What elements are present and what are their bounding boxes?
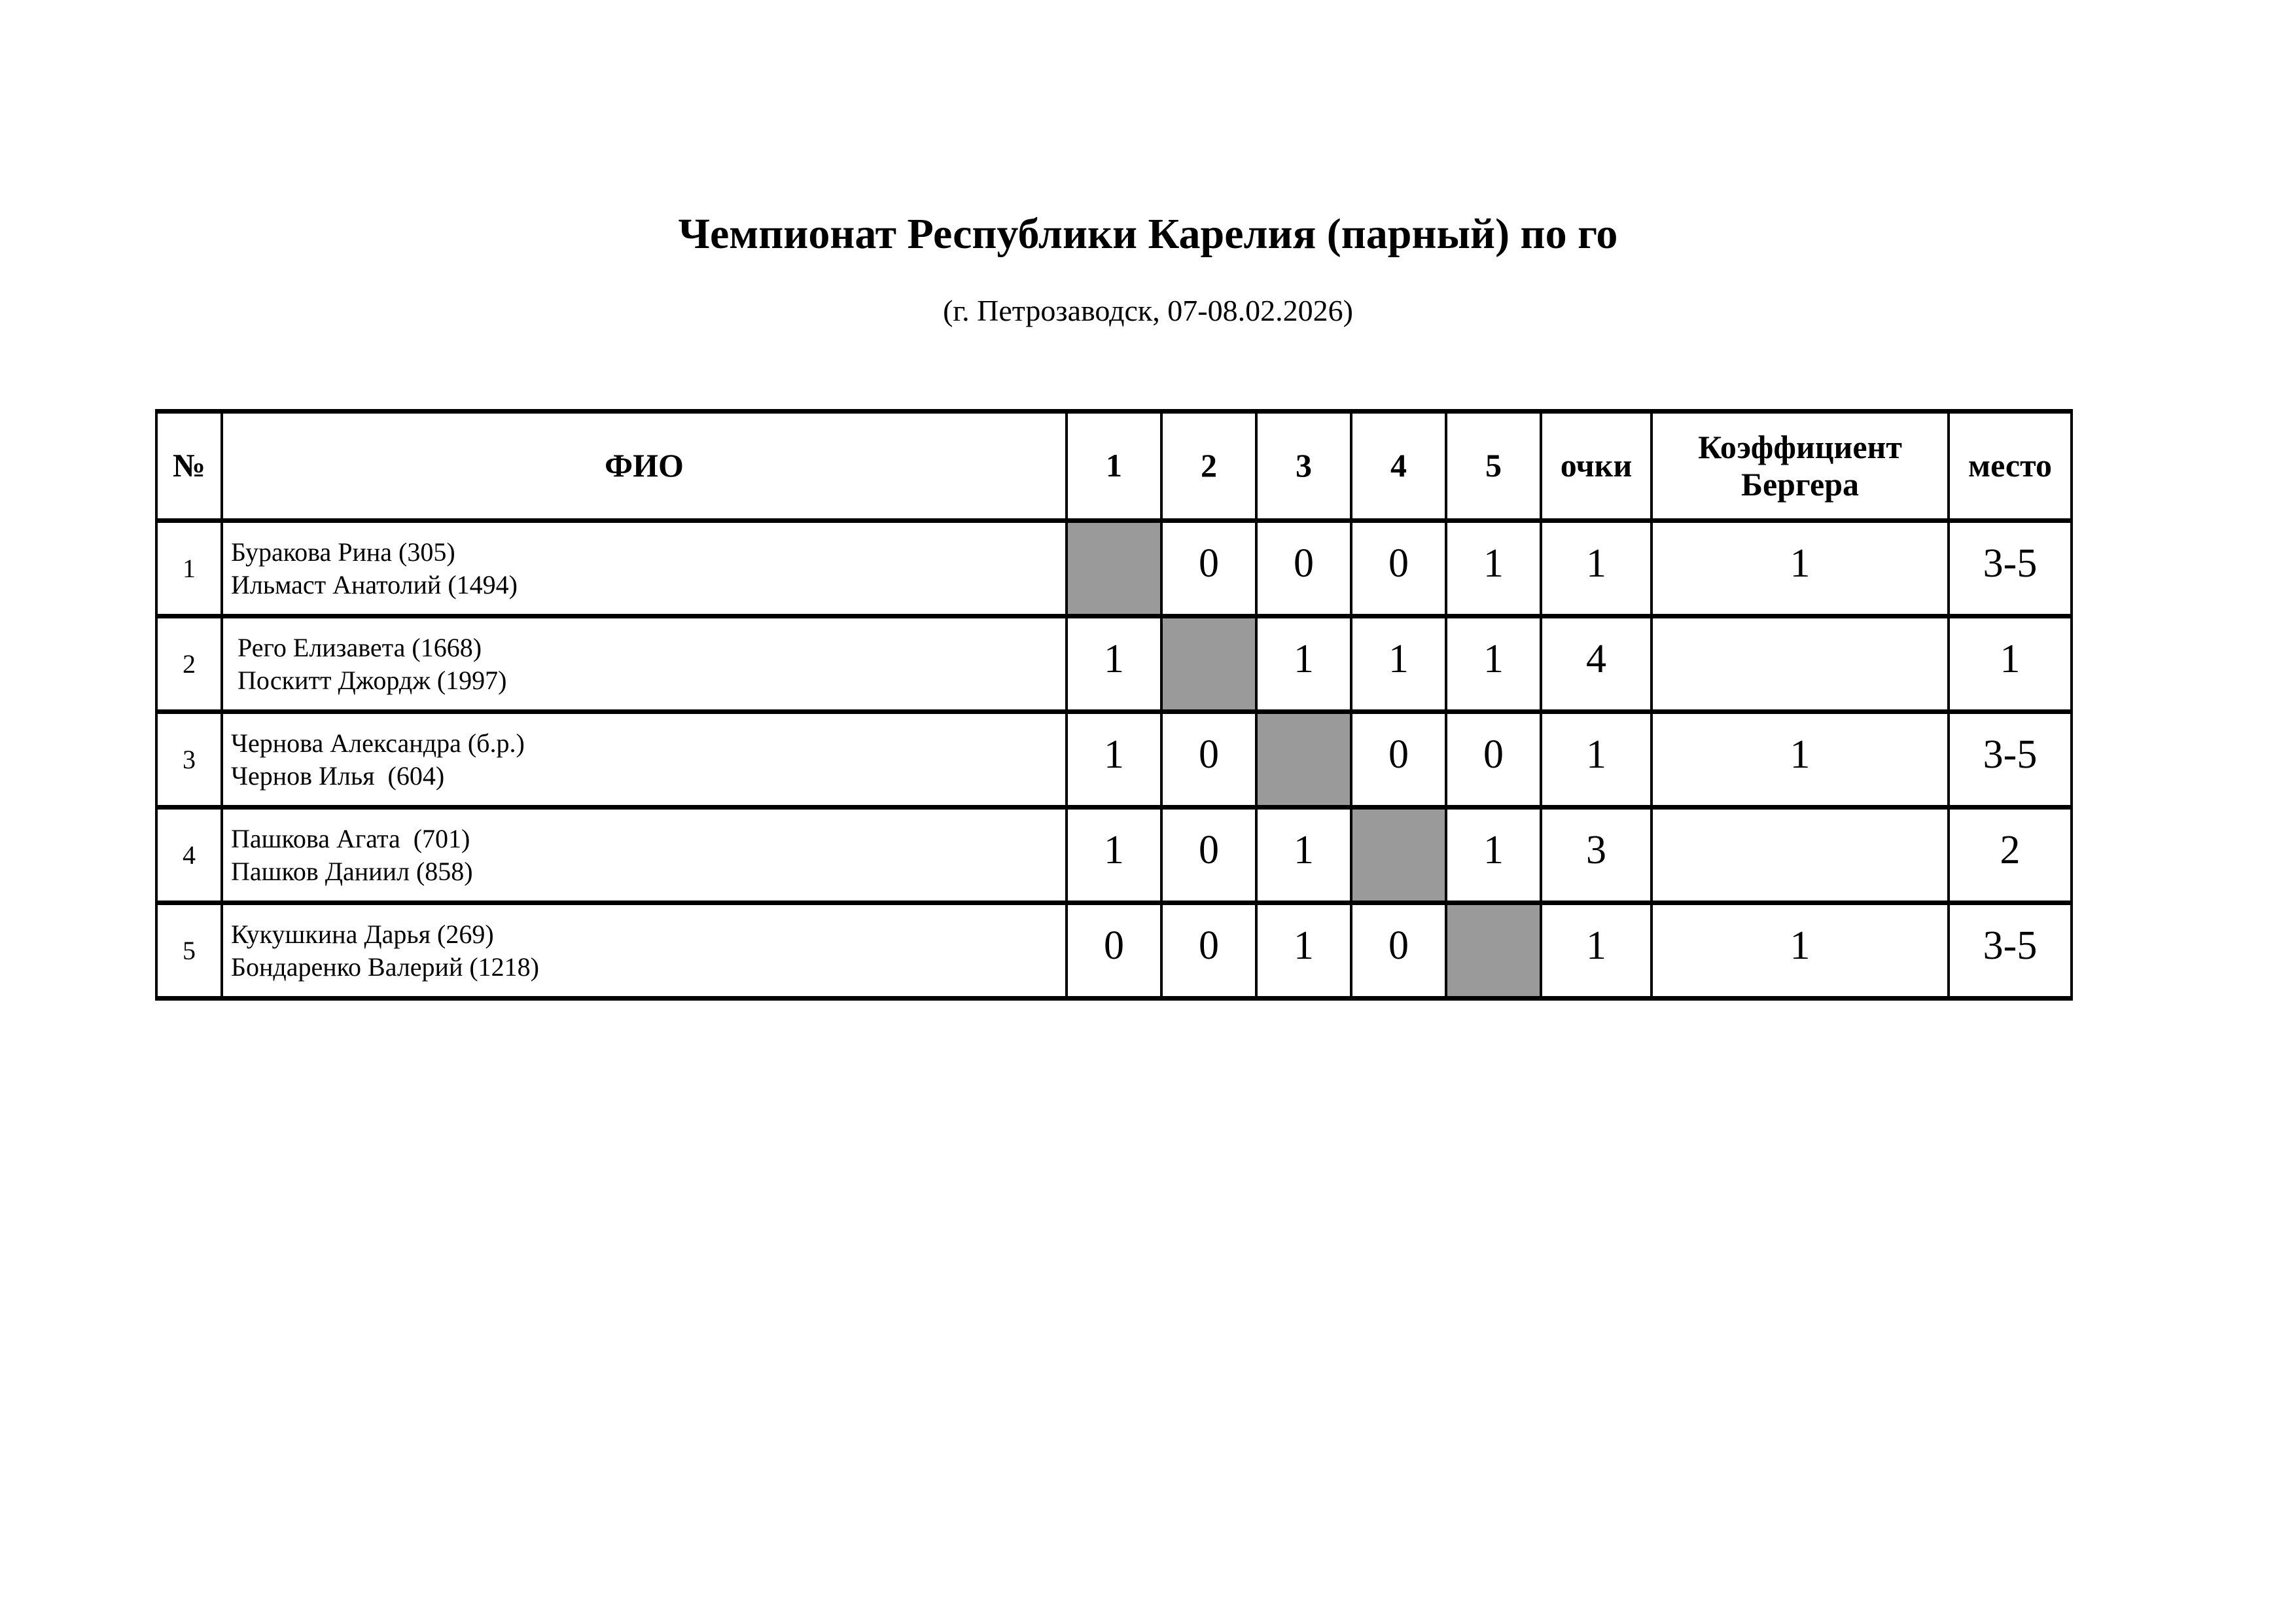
table-row (156, 521, 2072, 616)
player-name: Рего Елизавета (1668) (231, 632, 482, 662)
berger-cell: 1 (1651, 712, 1949, 808)
result-cell: 1 (1446, 521, 1541, 616)
header-cell-round-4: 4 (1351, 412, 1446, 521)
result-cell: 1 (1067, 712, 1161, 808)
header-cell-round-3: 3 (1256, 412, 1351, 521)
row-number: 2 (156, 616, 222, 712)
header-cell-fio: ФИО (222, 412, 1067, 521)
result-cell: 1 (1256, 903, 1351, 999)
player-name: Пашкова Агата (701) (231, 823, 470, 853)
pair-names (222, 712, 1067, 808)
diagonal-cell (1256, 712, 1351, 808)
header-cell-place: место (1949, 412, 2072, 521)
berger-cell (1651, 808, 1949, 903)
player-name: Чернов Илья (604) (231, 760, 445, 791)
page-subtitle: (г. Петрозаводск, 07-08.02.2026) (943, 294, 1353, 327)
result-cell: 0 (1446, 712, 1541, 808)
header-row (156, 412, 2072, 521)
table-row (156, 808, 2072, 903)
pair-names (222, 616, 1067, 712)
place-cell: 1 (1949, 616, 2072, 712)
points-cell: 1 (1541, 712, 1651, 808)
result-cell: 1 (1351, 616, 1446, 712)
diagonal-cell (1446, 903, 1541, 999)
result-cell: 0 (1256, 521, 1351, 616)
player-name: Пашков Даниил (858) (231, 856, 473, 886)
berger-cell (1651, 616, 1949, 712)
result-cell: 1 (1256, 616, 1351, 712)
points-cell: 1 (1541, 521, 1651, 616)
diagonal-cell (1161, 616, 1256, 712)
result-cell: 1 (1446, 616, 1541, 712)
result-cell: 0 (1161, 521, 1256, 616)
header-cell-round-1: 1 (1067, 412, 1161, 521)
points-cell: 1 (1541, 903, 1651, 999)
pair-names (222, 903, 1067, 999)
points-cell: 3 (1541, 808, 1651, 903)
player-name: Бондаренко Валерий (1218) (231, 952, 539, 982)
results-table (155, 409, 2073, 1001)
table-row (156, 903, 2072, 999)
result-cell: 0 (1067, 903, 1161, 999)
points-cell: 4 (1541, 616, 1651, 712)
place-cell: 3-5 (1949, 521, 2072, 616)
berger-cell: 1 (1651, 903, 1949, 999)
row-number: 4 (156, 808, 222, 903)
diagonal-cell (1351, 808, 1446, 903)
result-cell: 1 (1067, 808, 1161, 903)
header-cell-round-2: 2 (1161, 412, 1256, 521)
place-cell: 2 (1949, 808, 2072, 903)
header-cell-points: очки (1541, 412, 1651, 521)
result-cell: 1 (1067, 616, 1161, 712)
result-cell: 0 (1161, 903, 1256, 999)
header-cell-num: № (156, 412, 222, 521)
row-number: 1 (156, 521, 222, 616)
pair-names (222, 808, 1067, 903)
player-name: Поскитт Джордж (1997) (231, 665, 507, 695)
player-name: Ильмаст Анатолий (1494) (231, 569, 518, 599)
player-name: Буракова Рина (305) (231, 537, 455, 567)
row-number: 3 (156, 712, 222, 808)
pair-names (222, 521, 1067, 616)
header-cell-round-5: 5 (1446, 412, 1541, 521)
berger-cell: 1 (1651, 521, 1949, 616)
place-cell: 3-5 (1949, 903, 2072, 999)
player-name: Чернова Александра (б.р.) (231, 728, 525, 758)
result-cell: 1 (1256, 808, 1351, 903)
table-row (156, 712, 2072, 808)
result-cell: 0 (1351, 521, 1446, 616)
place-cell: 3-5 (1949, 712, 2072, 808)
table-row (156, 616, 2072, 712)
row-number: 5 (156, 903, 222, 999)
result-cell: 0 (1161, 808, 1256, 903)
result-cell: 0 (1351, 903, 1446, 999)
result-cell: 0 (1161, 712, 1256, 808)
header-cell-berger: Коэффициент Бергера (1651, 412, 1949, 521)
page-title: Чемпионат Республики Карелия (парный) по го (678, 210, 1618, 258)
result-cell: 1 (1446, 808, 1541, 903)
result-cell: 0 (1351, 712, 1446, 808)
diagonal-cell (1067, 521, 1161, 616)
player-name: Кукушкина Дарья (269) (231, 919, 494, 949)
